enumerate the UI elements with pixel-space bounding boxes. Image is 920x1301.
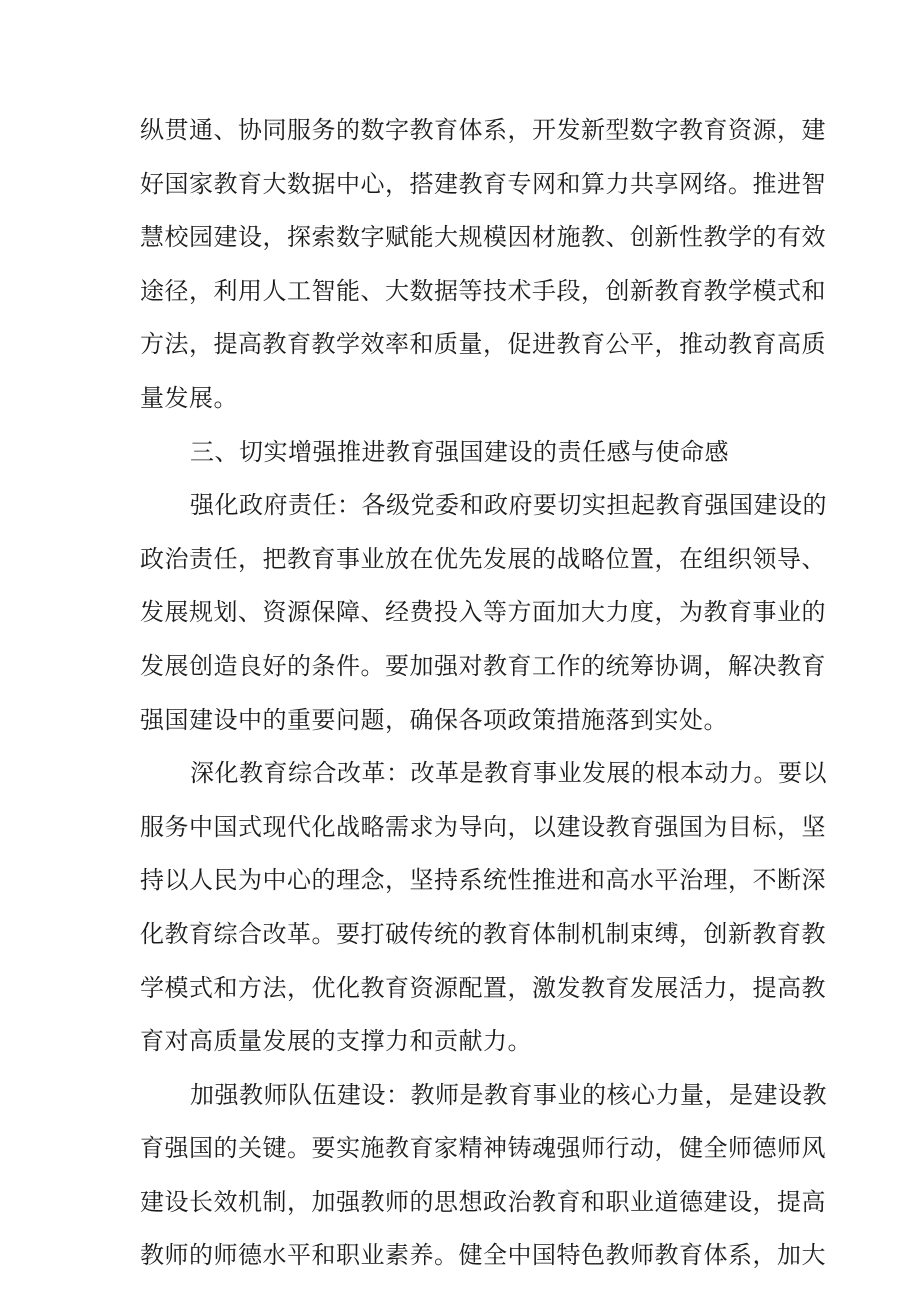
text-line: 慧校园建设，探索数字赋能大规模因材施教、创新性教学的有效 [140, 223, 826, 252]
section-heading [140, 426, 790, 480]
paragraph-education-reform [140, 747, 827, 1069]
text-line: 服务中国式现代化战略需求为导向，以建设教育强国为目标，坚 [140, 812, 826, 841]
text-line: 量发展。 [140, 383, 238, 412]
document-body [140, 104, 827, 1283]
text-line: 方法，提高教育教学效率和质量，促进教育公平，推动教育高质 [140, 330, 826, 359]
text-line: 发展创造良好的条件。要加强对教育工作的统筹协调，解决教育 [140, 651, 826, 680]
text-line: 深化教育综合改革：改革是教育事业发展的根本动力。要以 [190, 759, 827, 788]
text-line: 学模式和方法，优化教育资源配置，激发教育发展活力，提高教 [140, 973, 826, 1002]
text-line: 育对高质量发展的支撑力和贡献力。 [140, 1027, 532, 1056]
paragraph-digital-education [140, 104, 826, 426]
text-line: 加强教师队伍建设：教师是教育事业的核心力量，是建设教 [190, 1080, 827, 1109]
text-line: 化教育综合改革。要打破传统的教育体制机制束缚，创新教育教 [140, 919, 826, 948]
text-line: 好国家教育大数据中心，搭建教育专网和算力共享网络。推进智 [140, 169, 826, 198]
text-line: 纵贯通、协同服务的数字教育体系，开发新型数字教育资源，建 [140, 116, 826, 144]
text-line: 强化政府责任：各级党委和政府要切实担起教育强国建设的 [190, 491, 827, 520]
text-line: 政治责任，把教育事业放在优先发展的战略位置，在组织领导、 [140, 544, 826, 573]
text-line: 建设长效机制，加强教师的思想政治教育和职业道德建设，提高 [140, 1187, 826, 1216]
heading-text: 三、切实增强推进教育强国建设的责任感与使命感 [190, 437, 729, 466]
text-line: 途径，利用人工智能、大数据等技术手段，创新教育教学模式和 [140, 276, 826, 305]
paragraph-teacher-development [140, 1069, 827, 1283]
text-line: 育强国的关键。要实施教育家精神铸魂强师行动，健全师德师风 [140, 1134, 826, 1163]
text-line: 持以人民为中心的理念，坚持系统性推进和高水平治理，不断深 [140, 866, 826, 895]
text-line: 教师的师德水平和职业素养。健全中国特色教师教育体系，加大 [140, 1241, 826, 1270]
text-line: 发展规划、资源保障、经费投入等方面加大力度，为教育事业的 [140, 598, 826, 627]
text-line: 强国建设中的重要问题，确保各项政策措施落到实处。 [140, 705, 728, 734]
paragraph-government-responsibility [140, 479, 827, 747]
